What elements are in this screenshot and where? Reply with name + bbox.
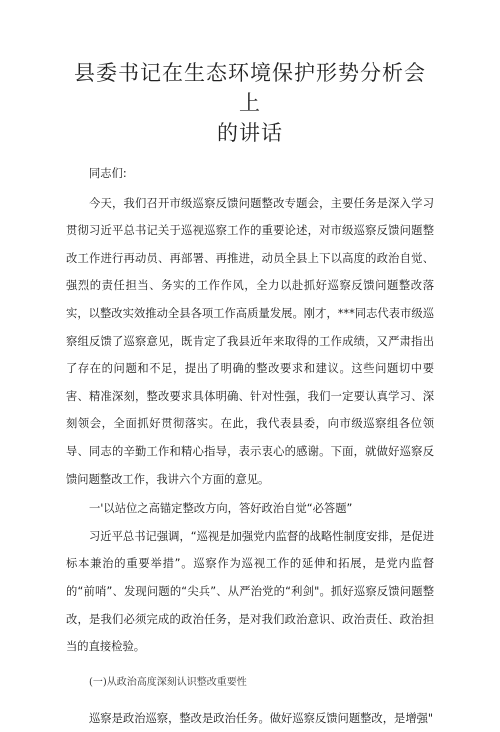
subheading-1: (一)从政治高度深刻认识整改重要性 [89, 676, 247, 688]
paragraph-intro: 今天，我们召开市级巡察反馈问题整改专题会，主要任务是深入学习贯彻习近平总书记关于巡视巡察工作的重要论述，对市级巡察反馈问题整改工作进行再动员、再部署、再推进，动员全县上下以高度的政治自觉、强烈的责任担当、务实的工作作风，全力以赴抓好巡察反馈问题整改落实，以整改实效推动全县各项工作高质量发展。刚才，***同志代表市级巡察组反馈了巡察意见，既肯定了我县近年来取得的工作成绩，又严肃指出了存在的问题和不足，提出了明确的整改要求和建议。这些问题切中要害、精准深刻，整改要求具体明确、针对性强，我们一定要认真学习、深刻领会，全面抓好贯彻落实。在此，我代表县委，向市级巡察组各位领导、同志的辛勤工作和精心指导，表示衷心的感谢。下面，就做好巡察反馈问题整改工作，我讲六个方面的意见。 [66, 196, 434, 486]
title-line-2: 的讲话 [217, 121, 283, 145]
paragraph-subsection-1: 巡察是政治巡察，整改是政治任务。做好巡察反馈问题整改，是增强" [89, 711, 434, 725]
paragraph-section-1: 习近平总书记强调，“巡视是加强党内监督的战略性制度安排，是促进标本兼治的重要举措”。巡察作为巡视工作的延伸和拓展，是党内监督的“前哨”、发现问题的“尖兵”、从严治党的“利剑"。抓好巡察反馈问题整改，是我们必须完成的政治任务，是对我们政治意识、政治责任、政治担当的直接检验。 [66, 529, 434, 654]
salutation: 同志们: [89, 167, 127, 180]
document-title [66, 58, 434, 148]
section-heading-1: 一'以站位之高锚定整改方向，答好政治自觉“必答题” [89, 502, 353, 516]
title-line-1: 县委书记在生态环境保护形势分析会上 [74, 61, 426, 115]
